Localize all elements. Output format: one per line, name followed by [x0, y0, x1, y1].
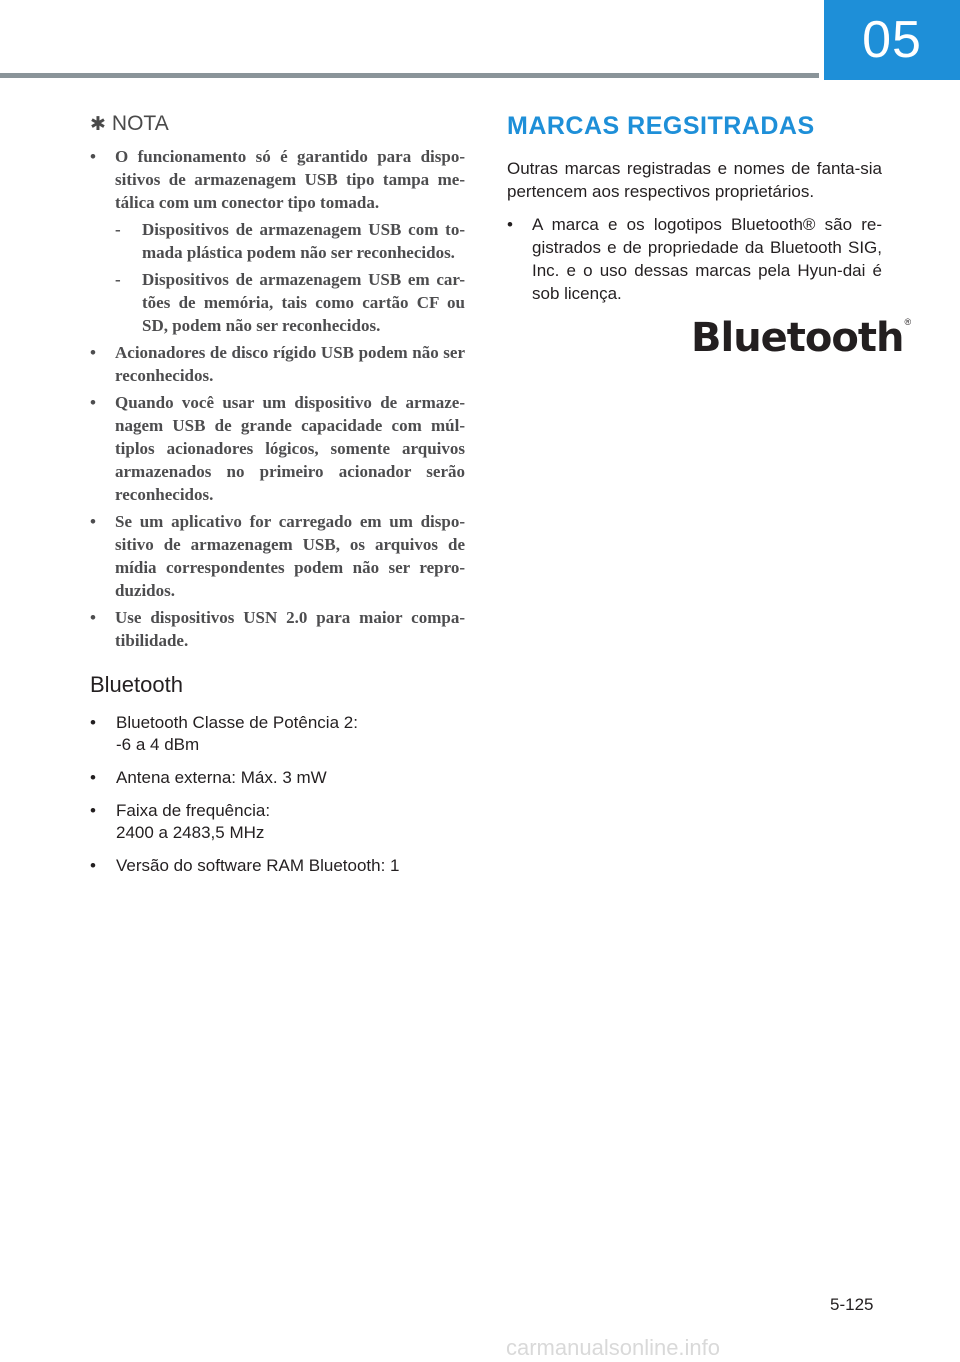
- note-item: [90, 606, 465, 652]
- watermark: carmanualsonline.info: [506, 1335, 721, 1360]
- dash: -: [115, 220, 121, 239]
- spec-item: [90, 767, 465, 789]
- bluetooth-spec-list: [90, 712, 465, 877]
- spec-item: [90, 712, 465, 756]
- header-rule: [0, 73, 819, 78]
- note-heading: [90, 112, 465, 136]
- right-column: [507, 112, 882, 305]
- bullet: •: [507, 215, 513, 234]
- spec-item-text: Antena externa: Máx. 3 mW: [116, 768, 327, 787]
- trademarks-list: [507, 213, 882, 305]
- bullet: •: [90, 856, 96, 875]
- note-item-text: Acionadores de disco rígido USB podem não ser reconhecidos.: [115, 343, 465, 385]
- spec-item-text: Versão do software RAM Bluetooth: 1: [116, 856, 400, 875]
- trademarks-paragraph: Outras marcas registradas e nomes de fanta-sia pertencem aos respectivos proprietários.: [507, 159, 882, 201]
- note-title: NOTA: [111, 112, 169, 135]
- spec-item-text: Faixa de frequência: 2400 a 2483,5 MHz: [116, 801, 271, 842]
- chapter-number: 05: [862, 11, 922, 69]
- trademarks-item-text: A marca e os logotipos Bluetooth® são re-gistrados e de propriedade da Bluetooth SIG, Inc. e o uso dessas marcas pela Hyun-dai é sob licença.: [532, 215, 882, 303]
- note-sub-list: [115, 218, 465, 337]
- spec-item-text: Bluetooth Classe de Potência 2: -6 a 4 dBm: [116, 713, 358, 754]
- note-item-text: Use dispositivos USN 2.0 para maior compa-tibilidade.: [115, 608, 465, 650]
- bluetooth-heading: Bluetooth: [90, 672, 183, 697]
- note-item-text: Quando você usar um dispositivo de armaze-nagem USB de grande capacidade com múl-tiplos acionadores lógicos, somente arquivos armazenados no primeiro acionador serão reconhecidos.: [115, 393, 465, 504]
- note-sub-item-text: Dispositivos de armazenagem USB em car-tões de memória, tais como cartão CF ou SD, podem não ser reconhecidos.: [142, 270, 465, 335]
- bullet: •: [90, 801, 96, 820]
- asterisk-icon: ✱: [90, 113, 106, 135]
- spec-item: [90, 800, 465, 844]
- left-column: [90, 112, 465, 888]
- note-sub-item-text: Dispositivos de armazenagem USB com to-mada plástica podem não ser reconhecidos.: [142, 220, 465, 262]
- bullet: •: [90, 512, 96, 531]
- note-item-text: O funcionamento só é garantido para dispo-sitivos de armazenagem USB tipo tampa me-tálica com um conector tipo tomada.: [115, 147, 465, 212]
- bluetooth-logo: [685, 312, 912, 364]
- bluetooth-wordmark: Bluetooth: [691, 315, 904, 361]
- bullet: •: [90, 608, 96, 627]
- bullet: •: [90, 147, 96, 166]
- note-list: [90, 145, 465, 652]
- note-item: [90, 510, 465, 602]
- note-item: [90, 145, 465, 337]
- trademarks-item: [507, 213, 882, 305]
- note-item-text: Se um aplicativo for carregado em um dispo-sitivo de armazenagem USB, os arquivos de mídia correspondentes podem não ser repro-duzidos.: [115, 512, 465, 600]
- page-number: 5-125: [830, 1295, 874, 1314]
- bullet: •: [90, 768, 96, 787]
- note-sub-item: [115, 268, 465, 337]
- note-item: [90, 341, 465, 387]
- registered-mark: ®: [904, 317, 912, 327]
- note-item: [90, 391, 465, 506]
- trademarks-heading: MARCAS REGSITRADAS: [507, 112, 815, 140]
- dash: -: [115, 270, 121, 289]
- chapter-tab: [824, 0, 960, 80]
- note-sub-item: [115, 218, 465, 264]
- bullet: •: [90, 343, 96, 362]
- bullet: •: [90, 713, 96, 732]
- bullet: •: [90, 393, 96, 412]
- spec-item: [90, 855, 465, 877]
